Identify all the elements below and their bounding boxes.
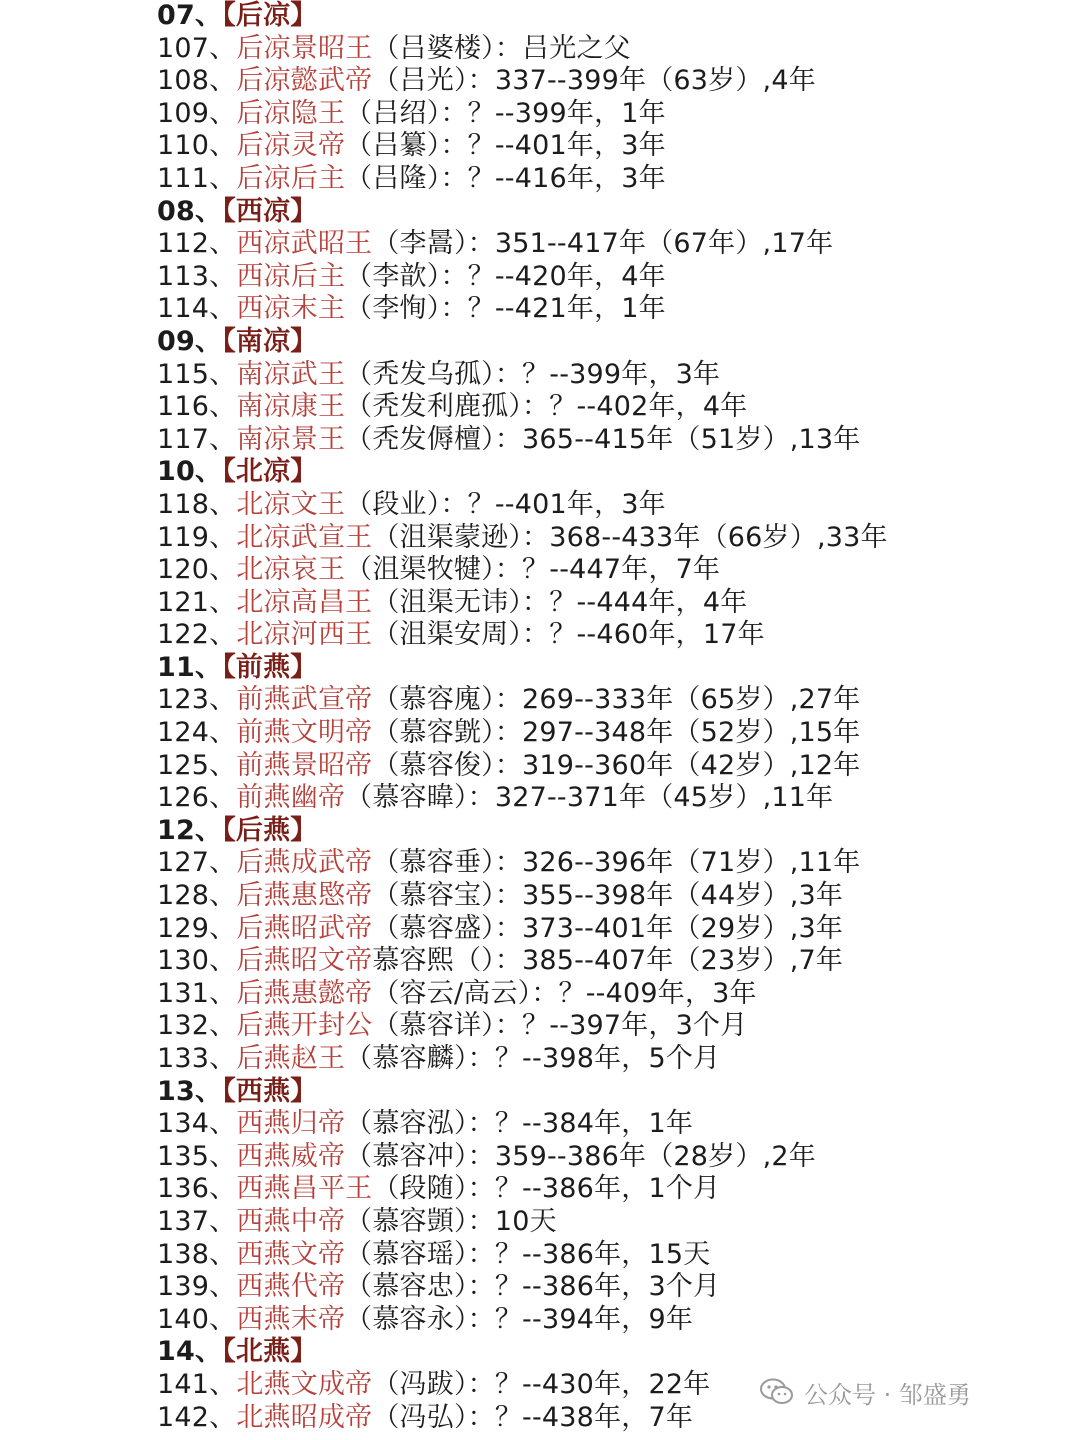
ruler-title: 后凉懿武帝 (236, 65, 373, 97)
section-header (157, 0, 1057, 33)
ruler-details: （李歆）：？--420年，4年 (345, 260, 666, 292)
ruler-details: （慕容永）：？--394年，9年 (345, 1303, 694, 1335)
ruler-title: 西燕中帝 (236, 1205, 346, 1237)
ruler-entry (157, 945, 1057, 978)
ruler-details: （冯弘）：？--438年，7年 (372, 1401, 694, 1433)
ruler-entry (157, 913, 1057, 946)
entry-number: 130、 (157, 945, 237, 977)
entry-number: 115、 (157, 358, 237, 390)
section-header (157, 815, 1057, 848)
ruler-entry (157, 391, 1057, 424)
ruler-details: （沮渠安周）：？--460年，17年 (372, 619, 765, 651)
ruler-entry (157, 619, 1057, 652)
ruler-entry (157, 880, 1057, 913)
ruler-entry (157, 261, 1057, 294)
ruler-details: （吕隆）：？--416年，3年 (345, 162, 666, 194)
ruler-entry (157, 782, 1057, 815)
ruler-details: （吕光）：337--399年（63岁）,4年 (372, 65, 816, 97)
ruler-title: 西燕归帝 (236, 1108, 346, 1140)
ruler-title: 西燕文帝 (236, 1238, 346, 1270)
ruler-entry (157, 554, 1057, 587)
entry-number: 107、 (157, 32, 237, 64)
ruler-title: 西燕末帝 (236, 1303, 346, 1335)
ruler-entry (157, 1304, 1057, 1337)
ruler-details: （李暠）：351--417年（67年）,17年 (372, 228, 834, 260)
entry-number: 135、 (157, 1140, 237, 1172)
ruler-details: （慕容暐）：327--371年（45岁）,11年 (345, 782, 834, 814)
ruler-details: 慕容熙（）：385--407年（23岁）,7年 (372, 945, 844, 977)
ruler-title: 后凉后主 (236, 162, 346, 194)
ruler-entry (157, 130, 1057, 163)
entry-number: 129、 (157, 912, 237, 944)
ruler-title: 西凉武昭王 (236, 228, 373, 260)
ruler-details: （慕容皝）：297--348年（52岁）,15年 (372, 717, 861, 749)
ruler-details: （秃发乌孤）：？--399年，3年 (345, 358, 721, 390)
ruler-title: 南凉康王 (236, 391, 346, 423)
ruler-details: （冯跋）：？--430年，22年 (372, 1368, 711, 1400)
ruler-title: 前燕文明帝 (236, 717, 373, 749)
ruler-details: （慕容麟）：？--398年，5个月 (345, 1043, 721, 1074)
ruler-entry (157, 1141, 1057, 1174)
section-header (157, 1336, 1057, 1369)
entry-number: 133、 (157, 1043, 237, 1074)
ruler-title: 前燕武宣帝 (236, 684, 373, 716)
ruler-details: （慕容宝）：355--398年（44岁）,3年 (372, 880, 844, 912)
section-header (157, 196, 1057, 229)
entry-number: 131、 (157, 977, 237, 1009)
ruler-entry (157, 359, 1057, 392)
ruler-title: 后燕开封公 (236, 1010, 373, 1042)
section-number: 07、 (157, 0, 223, 31)
ruler-list (157, 0, 1057, 1434)
entry-number: 118、 (157, 488, 237, 520)
ruler-details: （李恂）：？--421年，1年 (345, 293, 666, 325)
entry-number: 120、 (157, 554, 237, 586)
ruler-title: 西燕威帝 (236, 1140, 346, 1172)
ruler-title: 后燕惠懿帝 (236, 977, 373, 1009)
section-number: 10、 (157, 456, 223, 488)
ruler-title: 南凉景王 (236, 423, 346, 455)
section-number: 12、 (157, 814, 223, 846)
ruler-entry (157, 717, 1057, 750)
ruler-entry (157, 424, 1057, 457)
ruler-title: 北凉哀王 (236, 554, 346, 586)
entry-number: 124、 (157, 717, 237, 749)
ruler-details: （秃发傉檀）：365--415年（51岁）,13年 (345, 423, 861, 455)
entry-number: 127、 (157, 847, 237, 879)
section-title: 【前燕】 (222, 651, 318, 683)
ruler-details: （沮渠牧犍）：？--447年，7年 (345, 554, 721, 586)
section-title: 【西凉】 (222, 195, 318, 227)
entry-number: 117、 (157, 423, 237, 455)
ruler-entry (157, 1271, 1057, 1304)
ruler-details: （沮渠蒙逊）：368--433年（66岁）,33年 (372, 521, 888, 553)
entry-number: 109、 (157, 97, 237, 129)
ruler-title: 后燕昭武帝 (236, 912, 373, 944)
ruler-entry (157, 1173, 1057, 1206)
ruler-entry (157, 228, 1057, 261)
entry-number: 126、 (157, 782, 237, 814)
ruler-entry (157, 33, 1057, 66)
ruler-details: （段业）：？--401年，3年 (345, 488, 666, 520)
ruler-entry (157, 522, 1057, 555)
ruler-details: （慕容泓）：？--384年，1年 (345, 1108, 694, 1140)
section-number: 11、 (157, 651, 223, 683)
ruler-details: （沮渠无讳）：？--444年，4年 (372, 586, 748, 618)
ruler-entry (157, 489, 1057, 522)
ruler-title: 后凉隐王 (236, 97, 346, 129)
entry-number: 121、 (157, 586, 237, 618)
entry-number: 136、 (157, 1173, 237, 1205)
entry-number: 141、 (157, 1368, 237, 1400)
section-title: 【西燕】 (222, 1075, 318, 1107)
ruler-details: （吕绍）：？--399年，1年 (345, 97, 666, 129)
entry-number: 113、 (157, 260, 237, 292)
ruler-title: 北燕昭成帝 (236, 1401, 373, 1433)
ruler-title: 西燕昌平王 (236, 1173, 373, 1205)
ruler-details: （慕容俊）：319--360年（42岁）,12年 (372, 749, 861, 781)
ruler-entry (157, 978, 1057, 1011)
ruler-details: （慕容顗）：10天 (345, 1205, 557, 1237)
section-header (157, 652, 1057, 685)
ruler-entry (157, 1108, 1057, 1141)
entry-number: 132、 (157, 1010, 237, 1042)
ruler-details: （吕纂）：？--401年，3年 (345, 130, 666, 162)
section-number: 13、 (157, 1075, 223, 1107)
ruler-title: 北凉武宣王 (236, 521, 373, 553)
entry-number: 108、 (157, 65, 237, 97)
watermark (760, 1372, 1070, 1412)
ruler-title: 前燕幽帝 (236, 782, 346, 814)
entry-number: 139、 (157, 1271, 237, 1303)
section-title: 【后凉】 (222, 0, 318, 31)
entry-number: 137、 (157, 1205, 237, 1237)
ruler-entry (157, 684, 1057, 717)
ruler-entry (157, 587, 1057, 620)
entry-number: 114、 (157, 293, 237, 325)
entry-number: 110、 (157, 130, 237, 162)
section-title: 【北燕】 (222, 1336, 318, 1368)
ruler-entry (157, 1010, 1057, 1043)
ruler-details: （慕容垂）：326--396年（71岁）,11年 (372, 847, 861, 879)
ruler-title: 北凉河西王 (236, 619, 373, 651)
entry-number: 119、 (157, 521, 237, 553)
ruler-entry (157, 293, 1057, 326)
ruler-details: （慕容盛）：373--401年（29岁）,3年 (372, 912, 844, 944)
entry-number: 134、 (157, 1108, 237, 1140)
ruler-entry (157, 98, 1057, 131)
wechat-icon (760, 1378, 794, 1406)
section-number: 09、 (157, 325, 223, 357)
ruler-title: 南凉武王 (236, 358, 346, 390)
ruler-title: 后燕昭文帝 (236, 945, 373, 977)
entry-number: 138、 (157, 1238, 237, 1270)
ruler-details: （慕容详）：？--397年，3个月 (372, 1010, 748, 1042)
section-number: 14、 (157, 1336, 223, 1368)
section-title: 【北凉】 (222, 456, 318, 488)
entry-number: 125、 (157, 749, 237, 781)
ruler-details: （慕容忠）：？--386年，3个月 (345, 1271, 721, 1303)
ruler-title: 西凉末主 (236, 293, 346, 325)
ruler-details: （慕容冲）：359--386年（28岁）,2年 (345, 1140, 816, 1172)
ruler-entry (157, 750, 1057, 783)
section-number: 08、 (157, 195, 223, 227)
entry-number: 111、 (157, 162, 237, 194)
ruler-title: 北凉文王 (236, 488, 346, 520)
entry-number: 128、 (157, 880, 237, 912)
section-header (157, 326, 1057, 359)
ruler-entry (157, 65, 1057, 98)
ruler-details: （慕容廆）：269--333年（65岁）,27年 (372, 684, 861, 716)
ruler-title: 后燕赵王 (236, 1043, 346, 1074)
ruler-title: 北燕文成帝 (236, 1368, 373, 1400)
ruler-title: 后燕惠愍帝 (236, 880, 373, 912)
entry-number: 142、 (157, 1401, 237, 1433)
ruler-title: 西凉后主 (236, 260, 346, 292)
ruler-title: 北凉高昌王 (236, 586, 373, 618)
section-header (157, 456, 1057, 489)
ruler-details: （慕容瑶）：？--386年，15天 (345, 1238, 711, 1270)
ruler-details: （吕婆楼）：吕光之父 (372, 32, 631, 64)
section-title: 【南凉】 (222, 325, 318, 357)
watermark-text: 公众号 · 邹盛勇 (804, 1380, 971, 1409)
ruler-title: 西燕代帝 (236, 1271, 346, 1303)
ruler-details: （秃发利鹿孤）：？--402年，4年 (345, 391, 748, 423)
ruler-entry (157, 1206, 1057, 1239)
entry-number: 116、 (157, 391, 237, 423)
ruler-entry (157, 847, 1057, 880)
ruler-entry (157, 163, 1057, 196)
ruler-entry (157, 1043, 1057, 1076)
ruler-details: （容云/高云）：？--409年，3年 (372, 977, 757, 1009)
section-title: 【后燕】 (222, 814, 318, 846)
ruler-title: 后凉景昭王 (236, 32, 373, 64)
entry-number: 140、 (157, 1303, 237, 1335)
entry-number: 112、 (157, 228, 237, 260)
section-header (157, 1076, 1057, 1109)
ruler-details: （段随）：？--386年，1个月 (372, 1173, 721, 1205)
ruler-title: 后凉灵帝 (236, 130, 346, 162)
ruler-title: 后燕成武帝 (236, 847, 373, 879)
entry-number: 123、 (157, 684, 237, 716)
ruler-entry (157, 1239, 1057, 1272)
ruler-title: 前燕景昭帝 (236, 749, 373, 781)
entry-number: 122、 (157, 619, 237, 651)
